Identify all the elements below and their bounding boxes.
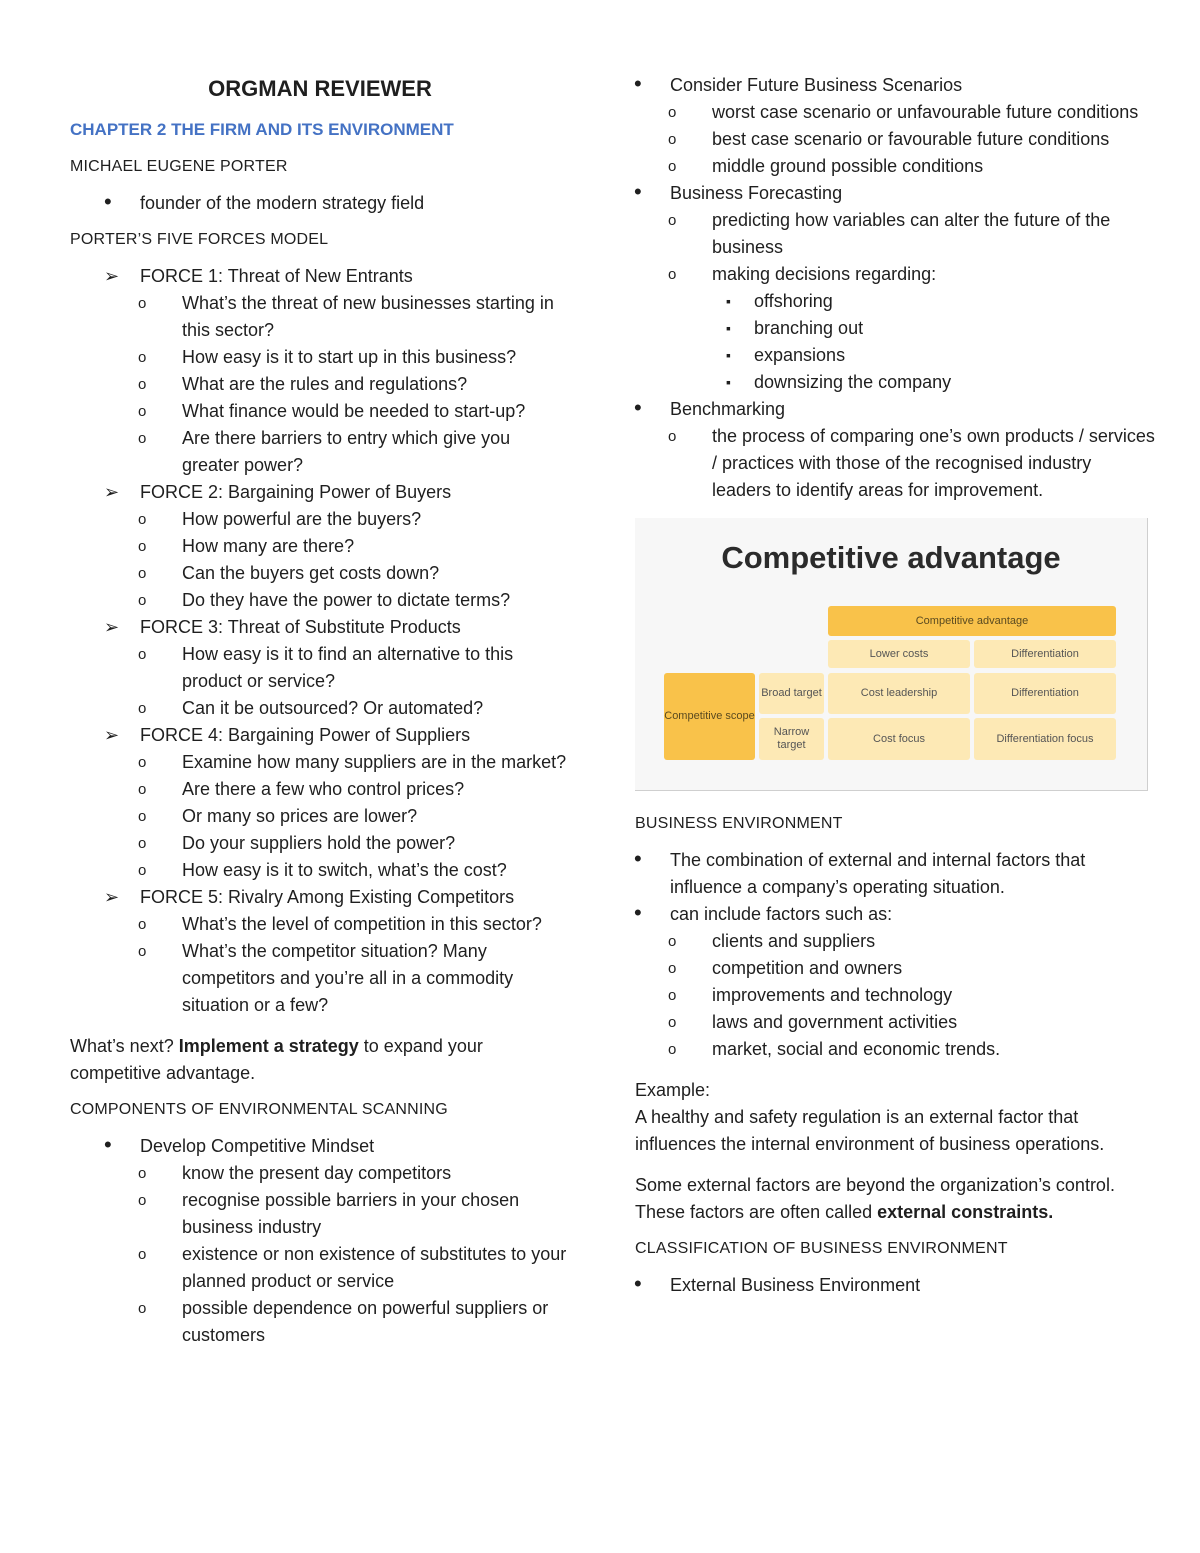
circle-bullet-icon: o <box>668 960 677 977</box>
circle-bullet-icon: o <box>138 943 147 960</box>
figure-cell-cost-focus: Cost focus <box>828 718 970 760</box>
circle-bullet-icon: o <box>668 158 677 175</box>
list-item: o middle ground possible conditions <box>670 153 1155 180</box>
force-questions <box>140 641 570 722</box>
square-bullet-icon: ▪ <box>726 374 731 390</box>
list-item: o competition and owners <box>670 955 1155 982</box>
scanning-heading: COMPONENTS OF ENVIRONMENTAL SCANNING <box>70 1101 448 1118</box>
force-questions <box>140 749 570 884</box>
scanning-list-left <box>70 1133 570 1349</box>
decisions-sublist <box>712 288 1155 396</box>
five-forces-heading: PORTER’S FIVE FORCES MODEL <box>70 231 329 248</box>
list-item: o Can the buyers get costs down? <box>140 560 570 587</box>
right-column <box>635 72 1155 1299</box>
left-column <box>70 70 570 1349</box>
circle-bullet-icon: o <box>138 1192 147 1209</box>
figure-col-differentiation: Differentiation <box>974 640 1116 668</box>
force-item: ➢ FORCE 4: Bargaining Power of Suppliers o Examine how many suppliers are in the market? o Are there a few who control prices? o Or many so prices are lower? o Do your suppliers hold the power? o How easy is it to switch, what’s the cost? <box>70 722 570 884</box>
list-item: o What’s the level of competition in this sector? <box>140 911 570 938</box>
list-item: o market, social and economic trends. <box>670 1036 1155 1063</box>
bullet-icon: • <box>634 900 642 925</box>
square-bullet-icon: ▪ <box>726 293 731 309</box>
circle-bullet-icon: o <box>138 754 147 771</box>
bullet-icon: • <box>104 1132 112 1157</box>
circle-bullet-icon: o <box>668 428 677 445</box>
circle-bullet-icon: o <box>668 212 677 229</box>
square-bullet-icon: ▪ <box>726 347 731 363</box>
circle-bullet-icon: o <box>138 511 147 528</box>
force-item: ➢ FORCE 5: Rivalry Among Existing Competitors o What’s the level of competition in this sector? o What’s the competitor situation? Many competitors and you’re all in a commodity situation or a few? <box>70 884 570 1019</box>
figure-row-competitive-scope: Competitive scope <box>664 673 755 760</box>
figure-row-narrow-target: Narrow target <box>759 718 824 760</box>
arrow-bullet-icon: ➢ <box>104 266 120 286</box>
forces-list <box>70 263 570 1019</box>
circle-bullet-icon: o <box>668 266 677 283</box>
circle-bullet-icon: o <box>668 1014 677 1031</box>
circle-bullet-icon: o <box>668 933 677 950</box>
classification-list <box>600 1272 1155 1299</box>
list-item: o worst case scenario or unfavourable future conditions <box>670 99 1155 126</box>
force-item: ➢ FORCE 2: Bargaining Power of Buyers o How powerful are the buyers? o How many are there? o Can the buyers get costs down? o Do they have the power to dictate terms? <box>70 479 570 614</box>
list-item: • can include factors such as: o clients and suppliers o competition and owners o improvements and technology o laws and government activities o market, social and economic trends. <box>600 901 1155 1063</box>
list-item: o What’s the threat of new businesses starting in this sector? <box>140 290 570 344</box>
list-item: o Or many so prices are lower? <box>140 803 570 830</box>
circle-bullet-icon: o <box>668 131 677 148</box>
list-item: • The combination of external and internal factors that influence a company’s operating situation. <box>634 846 1086 897</box>
figure-cell-differentiation-focus: Differentiation focus <box>974 718 1116 760</box>
circle-bullet-icon: o <box>138 808 147 825</box>
circle-bullet-icon: o <box>668 1041 677 1058</box>
scenarios-sublist <box>670 99 1155 180</box>
list-item: ▪ branching out <box>712 315 1155 342</box>
list-item: o What are the rules and regulations? <box>140 371 570 398</box>
list-item: o Examine how many suppliers are in the market? <box>140 749 570 776</box>
business-environment-heading: BUSINESS ENVIRONMENT <box>635 815 843 832</box>
circle-bullet-icon: o <box>138 700 147 717</box>
circle-bullet-icon: o <box>138 781 147 798</box>
circle-bullet-icon: o <box>138 646 147 663</box>
list-item: o How easy is it to find an alternative to this product or service? <box>140 641 570 695</box>
figure-cell-differentiation: Differentiation <box>974 673 1116 714</box>
force-questions <box>140 290 570 479</box>
bullet-icon: • <box>104 189 112 214</box>
circle-bullet-icon: o <box>138 1165 147 1182</box>
figure-cell-cost-leadership: Cost leadership <box>828 673 970 714</box>
circle-bullet-icon: o <box>138 349 147 366</box>
figure-header-competitive-advantage: Competitive advantage <box>828 606 1116 636</box>
bullet-icon: • <box>634 71 642 96</box>
factors-sublist <box>670 928 1155 1063</box>
example-label: Example: <box>635 1080 711 1100</box>
bullet-icon: • <box>634 179 642 204</box>
list-item: o Do they have the power to dictate terms? <box>140 587 570 614</box>
list-item: o How easy is it to start up in this business? <box>140 344 570 371</box>
document-title: ORGMAN REVIEWER <box>208 76 432 101</box>
competitive-advantage-figure <box>635 518 1148 791</box>
arrow-bullet-icon: ➢ <box>104 725 120 745</box>
list-item: • founder of the modern strategy field <box>104 189 425 214</box>
list-item: • Consider Future Business Scenarios o worst case scenario or unfavourable future conditions o best case scenario or favourable future conditions o middle ground possible conditions <box>600 72 1155 180</box>
mindset-sublist <box>140 1160 570 1349</box>
figure-title: Competitive advantage <box>721 540 1061 575</box>
list-item: ▪ offshoring <box>712 288 1155 315</box>
scanning-list-right <box>600 72 1155 504</box>
classification-heading: CLASSIFICATION OF BUSINESS ENVIRONMENT <box>635 1240 1008 1257</box>
force-item: ➢ FORCE 1: Threat of New Entrants o What’s the threat of new businesses starting in this sector? o How easy is it to start up in this business? o What are the rules and regulations? o What finance would be needed to start-up? o Are there barriers to entry which give you greater power? <box>70 263 570 479</box>
list-item: o possible dependence on powerful suppliers or customers <box>140 1295 570 1349</box>
force-questions <box>140 911 570 1019</box>
arrow-bullet-icon: ➢ <box>104 617 120 637</box>
force-item: ➢ FORCE 3: Threat of Substitute Products o How easy is it to find an alternative to this product or service? o Can it be outsourced? Or automated? <box>70 614 570 722</box>
list-item: o predicting how variables can alter the future of the business <box>670 207 1155 261</box>
circle-bullet-icon: o <box>138 295 147 312</box>
circle-bullet-icon: o <box>138 376 147 393</box>
list-item: o the process of comparing one’s own products / services / practices with those of the recognised industry leaders to identify areas for improvement. <box>670 423 1155 504</box>
list-item: ▪ downsizing the company <box>712 369 1155 396</box>
circle-bullet-icon: o <box>138 403 147 420</box>
list-item: o improvements and technology <box>670 982 1155 1009</box>
list-item: o laws and government activities <box>670 1009 1155 1036</box>
circle-bullet-icon: o <box>138 916 147 933</box>
arrow-bullet-icon: ➢ <box>104 887 120 907</box>
list-item: o What’s the competitor situation? Many competitors and you’re all in a commodity situation or a few? <box>140 938 570 1019</box>
circle-bullet-icon: o <box>138 538 147 555</box>
porter-list <box>70 190 570 217</box>
circle-bullet-icon: o <box>138 1246 147 1263</box>
list-item: o recognise possible barriers in your chosen business industry <box>140 1187 570 1241</box>
forecasting-sublist <box>670 207 1155 396</box>
list-item: • Develop Competitive Mindset o know the present day competitors o recognise possible barriers in your chosen business industry o existence or non existence of substitutes to your planned product or service o possible dependence on powerful suppliers or customers <box>70 1133 570 1349</box>
benchmarking-sublist <box>670 423 1155 504</box>
list-item: o Do your suppliers hold the power? <box>140 830 570 857</box>
list-item: o existence or non existence of substitutes to your planned product or service <box>140 1241 570 1295</box>
arrow-bullet-icon: ➢ <box>104 482 120 502</box>
figure-col-lower-costs: Lower costs <box>828 640 970 668</box>
example-text: A healthy and safety regulation is an external factor that influences the internal environment of business operations. <box>635 1107 1105 1154</box>
porter-heading: MICHAEL EUGENE PORTER <box>70 158 288 175</box>
bullet-icon: • <box>634 846 642 871</box>
circle-bullet-icon: o <box>668 987 677 1004</box>
circle-bullet-icon: o <box>138 592 147 609</box>
list-item: o How powerful are the buyers? <box>140 506 570 533</box>
square-bullet-icon: ▪ <box>726 320 731 336</box>
list-item: ▪ expansions <box>712 342 1155 369</box>
circle-bullet-icon: o <box>138 835 147 852</box>
list-item: o making decisions regarding: ▪ offshoring ▪ branching out ▪ expansions ▪ downsizing the company <box>670 261 1155 396</box>
list-item: o Are there barriers to entry which give you greater power? <box>140 425 570 479</box>
circle-bullet-icon: o <box>138 565 147 582</box>
list-item: o How easy is it to switch, what’s the cost? <box>140 857 570 884</box>
circle-bullet-icon: o <box>668 104 677 121</box>
list-item: o best case scenario or favourable future conditions <box>670 126 1155 153</box>
list-item: • Benchmarking o the process of comparing one’s own products / services / practices with those of the recognised industry leaders to identify areas for improvement. <box>600 396 1155 504</box>
circle-bullet-icon: o <box>138 1300 147 1317</box>
force-questions <box>140 506 570 614</box>
list-item: o know the present day competitors <box>140 1160 570 1187</box>
circle-bullet-icon: o <box>138 862 147 879</box>
whats-next-paragraph: What’s next? Implement a strategy to expand your competitive advantage. <box>70 1036 483 1083</box>
list-item: o clients and suppliers <box>670 928 1155 955</box>
chapter-heading: CHAPTER 2 THE FIRM AND ITS ENVIRONMENT <box>70 120 454 139</box>
list-item: o Are there a few who control prices? <box>140 776 570 803</box>
business-environment-list <box>600 847 1155 1063</box>
list-item: o How many are there? <box>140 533 570 560</box>
bullet-icon: • <box>634 395 642 420</box>
circle-bullet-icon: o <box>138 430 147 447</box>
constraints-paragraph: Some external factors are beyond the organization’s control. These factors are often called external constraints. <box>635 1175 1115 1222</box>
bullet-icon: • <box>634 1271 642 1296</box>
list-item: o What finance would be needed to start-up? <box>140 398 570 425</box>
list-item: o Can it be outsourced? Or automated? <box>140 695 570 722</box>
list-item: • External Business Environment <box>634 1271 921 1296</box>
figure-row-broad-target: Broad target <box>759 673 824 714</box>
list-item: • Business Forecasting o predicting how variables can alter the future of the business o making decisions regarding: ▪ offshoring ▪ branching out ▪ expansions ▪ downsizing the company <box>600 180 1155 396</box>
